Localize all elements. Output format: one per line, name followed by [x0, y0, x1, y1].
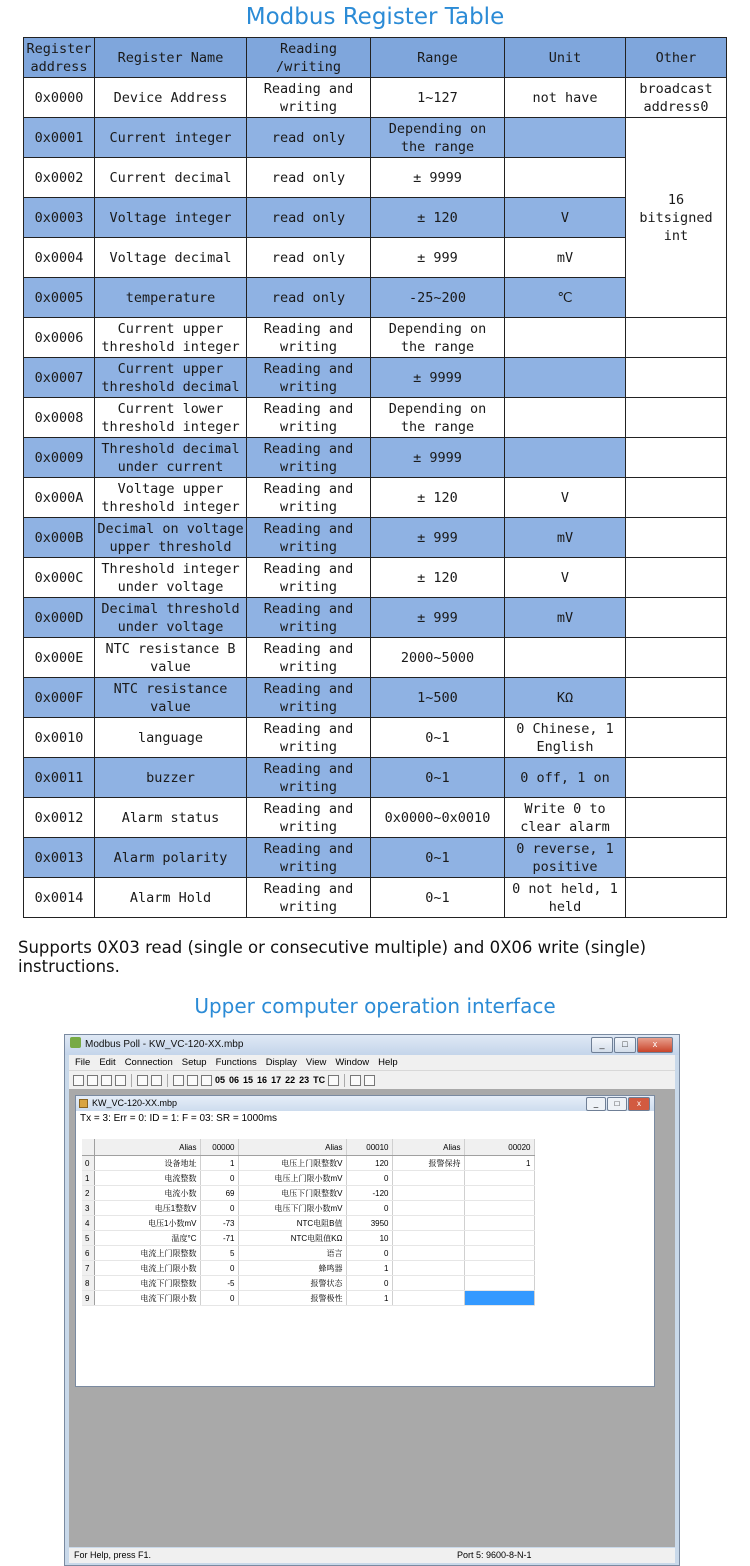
function-22-button[interactable]: 22 [285, 1075, 296, 1085]
cell-range: 0~1 [371, 878, 505, 918]
table-row [24, 838, 727, 878]
cell-unit [505, 318, 626, 358]
grid-alias-cell[interactable] [392, 1216, 464, 1231]
doc-minimize-button[interactable]: _ [586, 1097, 606, 1111]
cell-rw: Reading and writing [247, 318, 371, 358]
cell-addr: 0x0001 [24, 118, 95, 158]
cell-name: temperature [95, 278, 247, 318]
grid-row [82, 1201, 534, 1216]
cell-addr: 0x0000 [24, 78, 95, 118]
cell-unit: mV [505, 238, 626, 278]
cell-addr: 0x0002 [24, 158, 95, 198]
cell-other [626, 718, 727, 758]
cell-other: broadcast address0 [626, 78, 727, 118]
grid-row [82, 1171, 534, 1186]
grid-row-number: 8 [82, 1276, 94, 1291]
grid-alias-cell[interactable]: 电压1小数mV [94, 1216, 200, 1231]
cell-unit: V [505, 198, 626, 238]
grid-alias-cell[interactable]: 电压1整数V [94, 1201, 200, 1216]
cell-other [626, 878, 727, 918]
menu-functions[interactable]: Functions [215, 1057, 257, 1068]
table-row [24, 438, 727, 478]
grid-alias-cell[interactable]: 电压下门限小数mV [238, 1201, 346, 1216]
table-row [24, 318, 727, 358]
table-row [24, 558, 727, 598]
grid-alias-cell[interactable] [392, 1231, 464, 1246]
grid-value-cell[interactable]: 0 [200, 1261, 238, 1276]
cell-name: NTC resistance value [95, 678, 247, 718]
table-row [24, 398, 727, 438]
cell-rw: read only [247, 198, 371, 238]
menu-window[interactable]: Window [335, 1057, 370, 1068]
grid-alias-cell[interactable]: 报警状态 [238, 1276, 346, 1291]
cell-unit [505, 438, 626, 478]
cell-unit: mV [505, 598, 626, 638]
cell-rw: Reading and writing [247, 718, 371, 758]
toolbar [69, 1070, 675, 1089]
cell-addr: 0x0006 [24, 318, 95, 358]
table-row [24, 758, 727, 798]
cell-range: 2000~5000 [371, 638, 505, 678]
cell-unit [505, 398, 626, 438]
column-header: Reading /writing [247, 38, 371, 78]
column-header: Range [371, 38, 505, 78]
column-header: Register address [24, 38, 95, 78]
cell-rw: Reading and writing [247, 678, 371, 718]
cell-range: ± 999 [371, 238, 505, 278]
column-header: Register Name [95, 38, 247, 78]
cell-other [626, 478, 727, 518]
cell-other [626, 398, 727, 438]
grid-alias-cell[interactable]: 电流整数 [94, 1171, 200, 1186]
cell-unit: KΩ [505, 678, 626, 718]
table-row [24, 638, 727, 678]
cell-name: Current lower threshold integer [95, 398, 247, 438]
grid-alias-cell[interactable] [392, 1291, 464, 1306]
grid-row-number: 3 [82, 1201, 94, 1216]
grid-row [82, 1246, 534, 1261]
status-help-text: For Help, press F1. [74, 1550, 152, 1560]
search-icon[interactable] [328, 1075, 339, 1086]
menu-help[interactable]: Help [378, 1057, 398, 1068]
grid-row [82, 1156, 534, 1171]
read-icon[interactable] [173, 1075, 184, 1086]
help-icon[interactable] [350, 1075, 361, 1086]
pulse-icon[interactable] [201, 1075, 212, 1086]
comm-status-line: Tx = 3: Err = 0: ID = 1: F = 03: SR = 1000ms [80, 1113, 278, 1124]
table-row [24, 598, 727, 638]
cell-rw: Reading and writing [247, 638, 371, 678]
save-icon[interactable] [101, 1075, 112, 1086]
grid-row-number: 7 [82, 1261, 94, 1276]
status-bar [69, 1548, 675, 1563]
cell-other [626, 318, 727, 358]
cell-addr: 0x0014 [24, 878, 95, 918]
table-row [24, 78, 727, 118]
grid-value-cell[interactable]: 0 [200, 1171, 238, 1186]
cell-other [626, 798, 727, 838]
cell-range: Depending on the range [371, 398, 505, 438]
menu-file[interactable]: File [75, 1057, 91, 1068]
table-row [24, 198, 727, 238]
table-row [24, 798, 727, 838]
grid-column-header: Alias [238, 1139, 346, 1156]
doc-maximize-button[interactable]: □ [607, 1097, 627, 1111]
grid-value-cell[interactable]: 0 [200, 1291, 238, 1306]
cell-unit: 0 reverse, 1 positive [505, 838, 626, 878]
cell-addr: 0x000C [24, 558, 95, 598]
cell-range: ± 9999 [371, 158, 505, 198]
table-row [24, 718, 727, 758]
cell-range: ± 999 [371, 518, 505, 558]
document-titlebar [76, 1096, 654, 1111]
cell-range: 1~127 [371, 78, 505, 118]
cell-name: Current integer [95, 118, 247, 158]
cell-unit: mV [505, 518, 626, 558]
grid-value-cell[interactable]: 0 [200, 1201, 238, 1216]
cell-range: ± 120 [371, 558, 505, 598]
cell-name: Device Address [95, 78, 247, 118]
cell-unit: ℃ [505, 278, 626, 318]
table-row [24, 158, 727, 198]
cell-unit: 0 not held, 1 held [505, 878, 626, 918]
cell-name: Threshold decimal under current [95, 438, 247, 478]
grid-value-cell[interactable] [464, 1231, 534, 1246]
column-header: Unit [505, 38, 626, 78]
grid-alias-cell[interactable] [392, 1261, 464, 1276]
cell-range: -25~200 [371, 278, 505, 318]
cell-other [626, 638, 727, 678]
cell-addr: 0x0009 [24, 438, 95, 478]
register-table [23, 37, 727, 918]
cell-rw: Reading and writing [247, 758, 371, 798]
grid-alias-cell[interactable] [392, 1201, 464, 1216]
cell-range: 1~500 [371, 678, 505, 718]
cell-unit: not have [505, 78, 626, 118]
cell-rw: read only [247, 158, 371, 198]
grid-alias-cell[interactable] [392, 1186, 464, 1201]
cell-name: Voltage decimal [95, 238, 247, 278]
grid-alias-cell[interactable]: NTC电阻值KΩ [238, 1231, 346, 1246]
cell-rw: Reading and writing [247, 878, 371, 918]
grid-row-number: 6 [82, 1246, 94, 1261]
cell-range: ± 999 [371, 598, 505, 638]
app-icon [70, 1037, 81, 1048]
table-row [24, 278, 727, 318]
cell-addr: 0x0013 [24, 838, 95, 878]
grid-alias-cell[interactable]: 电流下门限小数 [94, 1291, 200, 1306]
table-row [24, 358, 727, 398]
cell-range: ± 9999 [371, 438, 505, 478]
cell-other [626, 678, 727, 718]
grid-alias-cell[interactable]: 报警保持 [392, 1156, 464, 1171]
grid-row [82, 1186, 534, 1201]
grid-alias-cell[interactable]: 设备地址 [94, 1156, 200, 1171]
menu-view[interactable]: View [305, 1057, 327, 1068]
grid-value-cell[interactable]: 3950 [346, 1216, 392, 1231]
maximize-button[interactable]: □ [614, 1037, 636, 1053]
menu-display[interactable]: Display [265, 1057, 297, 1068]
section-subtitle: Upper computer operation interface [194, 994, 556, 1018]
cell-addr: 0x000A [24, 478, 95, 518]
grid-row [82, 1231, 534, 1246]
grid-alias-cell[interactable]: 电压上门限整数V [238, 1156, 346, 1171]
grid-value-cell[interactable] [464, 1246, 534, 1261]
cell-unit: V [505, 558, 626, 598]
grid-value-cell[interactable]: 0 [346, 1171, 392, 1186]
grid-alias-cell[interactable] [392, 1246, 464, 1261]
print-icon[interactable] [115, 1075, 126, 1086]
cell-addr: 0x000E [24, 638, 95, 678]
cell-unit [505, 118, 626, 158]
cell-name: Alarm polarity [95, 838, 247, 878]
cell-unit: Write 0 to clear alarm [505, 798, 626, 838]
grid-alias-cell[interactable]: 电压上门限小数mV [238, 1171, 346, 1186]
grid-value-cell[interactable]: 1 [464, 1156, 534, 1171]
grid-alias-cell[interactable]: 报警极性 [238, 1291, 346, 1306]
table-row [24, 678, 727, 718]
cell-rw: read only [247, 278, 371, 318]
cell-addr: 0x000B [24, 518, 95, 558]
cell-name: Decimal threshold under voltage [95, 598, 247, 638]
cell-other [626, 598, 727, 638]
cell-rw: Reading and writing [247, 78, 371, 118]
document-title: KW_VC-120-XX.mbp [92, 1098, 178, 1108]
grid-value-cell[interactable]: -73 [200, 1216, 238, 1231]
cell-rw: Reading and writing [247, 838, 371, 878]
cell-range: Depending on the range [371, 118, 505, 158]
cell-other [626, 758, 727, 798]
page-title: Modbus Register Table [245, 4, 505, 30]
register-grid [82, 1139, 535, 1306]
cell-name: buzzer [95, 758, 247, 798]
cell-other [626, 558, 727, 598]
open-folder-icon[interactable] [87, 1075, 98, 1086]
cell-addr: 0x000D [24, 598, 95, 638]
cell-unit [505, 638, 626, 678]
cell-rw: Reading and writing [247, 358, 371, 398]
cell-range: ± 120 [371, 198, 505, 238]
grid-value-cell[interactable]: 120 [346, 1156, 392, 1171]
menu-bar [69, 1055, 675, 1070]
cell-rw: Reading and writing [247, 798, 371, 838]
table-row [24, 518, 727, 558]
cell-unit: 0 Chinese, 1 English [505, 718, 626, 758]
cell-addr: 0x0003 [24, 198, 95, 238]
grid-alias-cell[interactable]: 电流小数 [94, 1186, 200, 1201]
window-titlebar [65, 1035, 679, 1055]
grid-value-cell[interactable] [464, 1216, 534, 1231]
cell-other-merged: 16 bitsigned int [626, 118, 727, 318]
grid-column-header: 00000 [200, 1139, 238, 1156]
grid-value-cell[interactable] [464, 1201, 534, 1216]
grid-alias-cell[interactable]: 蜂鸣器 [238, 1261, 346, 1276]
close-button[interactable]: x [637, 1037, 673, 1053]
cell-rw: Reading and writing [247, 558, 371, 598]
grid-alias-cell[interactable] [392, 1171, 464, 1186]
menu-connection[interactable]: Connection [124, 1057, 173, 1068]
grid-alias-cell[interactable]: 温度°C [94, 1231, 200, 1246]
cell-range: 0x0000~0x0010 [371, 798, 505, 838]
cell-range: 0~1 [371, 838, 505, 878]
menu-setup[interactable]: Setup [181, 1057, 207, 1068]
cell-addr: 0x0012 [24, 798, 95, 838]
cell-name: Current decimal [95, 158, 247, 198]
cell-rw: Reading and writing [247, 478, 371, 518]
grid-row [82, 1216, 534, 1231]
grid-row-number: 2 [82, 1186, 94, 1201]
window-title: Modbus Poll - KW_VC-120-XX.mbp [85, 1039, 244, 1050]
grid-alias-cell[interactable]: 电流上门限整数 [94, 1246, 200, 1261]
grid-column-header: 00020 [464, 1139, 534, 1156]
grid-value-cell[interactable] [464, 1291, 534, 1306]
grid-alias-cell[interactable]: 电压下门限整数V [238, 1186, 346, 1201]
grid-value-cell[interactable]: 0 [346, 1246, 392, 1261]
cell-rw: Reading and writing [247, 518, 371, 558]
grid-value-cell[interactable] [464, 1261, 534, 1276]
cell-name: Voltage upper threshold integer [95, 478, 247, 518]
mdi-client-area [69, 1089, 675, 1547]
cell-other [626, 358, 727, 398]
grid-value-cell[interactable]: 0 [346, 1276, 392, 1291]
cell-addr: 0x0007 [24, 358, 95, 398]
function-06-button[interactable]: 06 [229, 1075, 240, 1085]
window-icon[interactable] [151, 1075, 162, 1086]
table-row [24, 118, 727, 158]
grid-column-header: 00010 [346, 1139, 392, 1156]
cell-range: Depending on the range [371, 318, 505, 358]
grid-row-number: 0 [82, 1156, 94, 1171]
cell-addr: 0x000F [24, 678, 95, 718]
grid-value-cell[interactable] [464, 1186, 534, 1201]
cell-rw: Reading and writing [247, 438, 371, 478]
grid-value-cell[interactable]: 0 [346, 1201, 392, 1216]
grid-value-cell[interactable]: 5 [200, 1246, 238, 1261]
cell-rw: read only [247, 238, 371, 278]
grid-column-header: Alias [94, 1139, 200, 1156]
function-05-button[interactable]: 05 [215, 1075, 226, 1085]
function-23-button[interactable]: 23 [299, 1075, 310, 1085]
grid-row [82, 1291, 534, 1306]
cell-other [626, 838, 727, 878]
cell-addr: 0x0004 [24, 238, 95, 278]
status-port-info: Port 5: 9600-8-N-1 [457, 1550, 532, 1560]
grid-alias-cell[interactable]: 电流上门限小数 [94, 1261, 200, 1276]
grid-value-cell[interactable]: 1 [346, 1291, 392, 1306]
menu-edit[interactable]: Edit [99, 1057, 116, 1068]
cell-other [626, 438, 727, 478]
cell-addr: 0x0010 [24, 718, 95, 758]
table-row [24, 878, 727, 918]
toolbar-divider [131, 1074, 132, 1087]
cell-name: Decimal on voltage upper threshold [95, 518, 247, 558]
grid-row [82, 1276, 534, 1291]
delete-icon[interactable] [137, 1075, 148, 1086]
column-header: Other [626, 38, 727, 78]
grid-value-cell[interactable]: -120 [346, 1186, 392, 1201]
grid-value-cell[interactable]: 69 [200, 1186, 238, 1201]
grid-column-header: Alias [392, 1139, 464, 1156]
document-window [75, 1095, 655, 1387]
grid-value-cell[interactable]: -5 [200, 1276, 238, 1291]
cell-addr: 0x0008 [24, 398, 95, 438]
grid-value-cell[interactable] [464, 1171, 534, 1186]
toolbar-divider [167, 1074, 168, 1087]
grid-row-number: 9 [82, 1291, 94, 1306]
grid-alias-cell[interactable]: NTC电阻B值 [238, 1216, 346, 1231]
cell-unit [505, 158, 626, 198]
grid-value-cell[interactable] [464, 1276, 534, 1291]
toolbar-divider [344, 1074, 345, 1087]
function-tc-button[interactable]: TC [313, 1075, 326, 1085]
cell-range: ± 120 [371, 478, 505, 518]
grid-alias-cell[interactable]: 语言 [238, 1246, 346, 1261]
grid-value-cell[interactable]: 1 [200, 1156, 238, 1171]
cell-name: NTC resistance B value [95, 638, 247, 678]
function-17-button[interactable]: 17 [271, 1075, 282, 1085]
grid-value-cell[interactable]: -71 [200, 1231, 238, 1246]
cell-range: 0~1 [371, 718, 505, 758]
grid-row [82, 1261, 534, 1276]
cell-name: Alarm Hold [95, 878, 247, 918]
cell-unit: 0 off, 1 on [505, 758, 626, 798]
cell-unit: V [505, 478, 626, 518]
cell-name: language [95, 718, 247, 758]
grid-corner [82, 1139, 94, 1156]
document-icon [79, 1099, 88, 1108]
grid-alias-cell[interactable]: 电流下门限整数 [94, 1276, 200, 1291]
grid-row-number: 5 [82, 1231, 94, 1246]
printer-icon[interactable] [187, 1075, 198, 1086]
modbus-poll-window [64, 1034, 680, 1566]
function-16-button[interactable]: 16 [257, 1075, 268, 1085]
cell-rw: Reading and writing [247, 398, 371, 438]
cell-addr: 0x0005 [24, 278, 95, 318]
new-file-icon[interactable] [73, 1075, 84, 1086]
cell-unit [505, 358, 626, 398]
cell-name: Voltage integer [95, 198, 247, 238]
grid-row-number: 4 [82, 1216, 94, 1231]
minimize-button[interactable]: _ [591, 1037, 613, 1053]
cell-name: Alarm status [95, 798, 247, 838]
cell-range: 0~1 [371, 758, 505, 798]
grid-alias-cell[interactable] [392, 1276, 464, 1291]
function-15-button[interactable]: 15 [243, 1075, 254, 1085]
cell-addr: 0x0011 [24, 758, 95, 798]
grid-value-cell[interactable]: 1 [346, 1261, 392, 1276]
grid-value-cell[interactable]: 10 [346, 1231, 392, 1246]
doc-close-button[interactable]: x [628, 1097, 650, 1111]
grid-row-number: 1 [82, 1171, 94, 1186]
cell-name: Current upper threshold integer [95, 318, 247, 358]
table-row [24, 478, 727, 518]
cell-rw: Reading and writing [247, 598, 371, 638]
cell-name: Current upper threshold decimal [95, 358, 247, 398]
cell-name: Threshold integer under voltage [95, 558, 247, 598]
cell-rw: read only [247, 118, 371, 158]
instruction-note: Supports 0X03 read (single or consecutive multiple) and 0X06 write (single) instructions. [18, 938, 647, 976]
cell-range: ± 9999 [371, 358, 505, 398]
table-row [24, 238, 727, 278]
context-help-icon[interactable] [364, 1075, 375, 1086]
cell-other [626, 518, 727, 558]
